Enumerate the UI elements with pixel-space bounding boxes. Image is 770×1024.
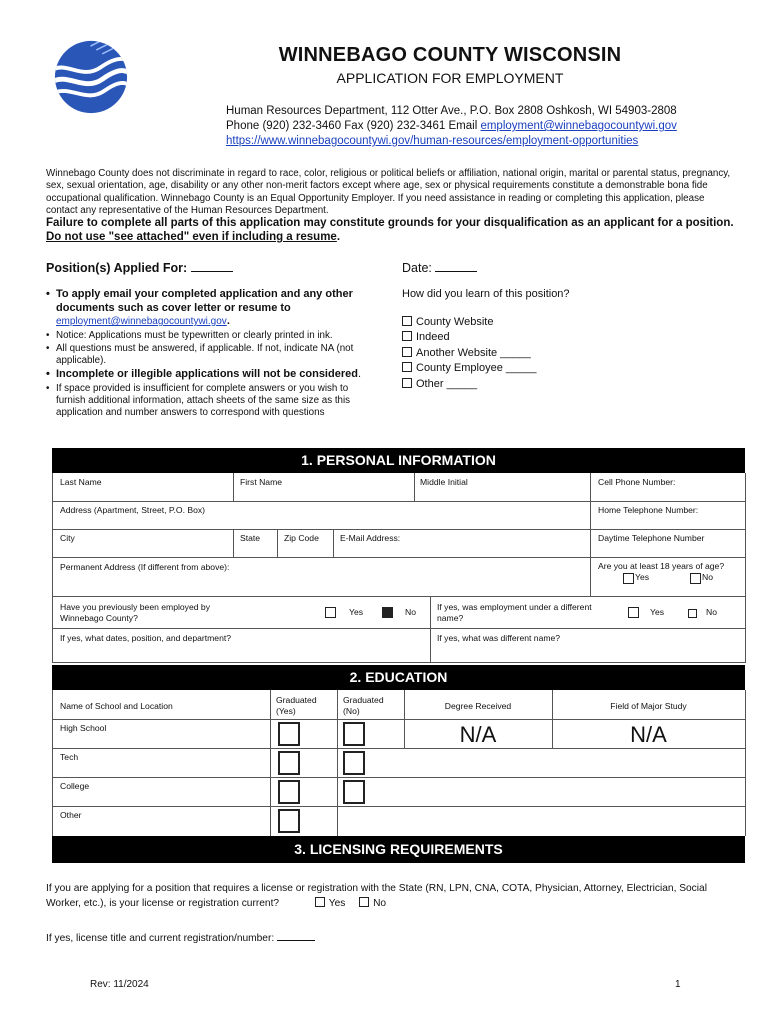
high-school-row-label: High School — [60, 723, 107, 733]
high-school-degree[interactable]: N/A — [459, 722, 497, 747]
different-name-field[interactable]: If yes, what was different name? — [437, 633, 561, 643]
age-yes-checkbox[interactable] — [623, 573, 634, 584]
col-field-header: Field of Major Study — [610, 701, 687, 711]
license-title-label: If yes, license title and current registration/number: — [46, 933, 275, 944]
county-title: WINNEBAGO COUNTY WISCONSIN — [278, 44, 622, 66]
hr-phone-fax: Phone (920) 232-3460 Fax (920) 232-3461 Email — [226, 120, 478, 132]
license-title-input-line[interactable] — [277, 930, 315, 941]
warning-line-2-end: . — [336, 231, 341, 243]
instruction-item: • Incomplete or illegible applications will not be considered. — [46, 368, 362, 381]
diff-name-yes-checkbox[interactable] — [628, 607, 639, 618]
col-school-header: Name of School and Location — [60, 701, 173, 711]
date-field — [402, 259, 477, 275]
employment-dates-field[interactable]: If yes, what dates, position, and department? — [60, 633, 232, 643]
checkbox[interactable] — [402, 316, 412, 326]
college-row-label: College — [60, 781, 90, 791]
option-label: County Website — [416, 316, 494, 328]
cell-phone-field[interactable]: Cell Phone Number: — [598, 477, 676, 487]
license-no-checkbox[interactable] — [359, 897, 369, 907]
education-heading: 2. EDUCATION — [52, 665, 745, 690]
other-row-label: Other — [60, 810, 82, 820]
instruction-item: • To apply email your completed application and any other documents such as cover letter or resume to employment@winnebagocountywi.gov. — [46, 288, 353, 327]
completion-warning — [46, 216, 746, 244]
date-label: Date: — [402, 261, 432, 275]
college-grad-no-checkbox[interactable] — [343, 780, 365, 804]
page-number: 1 — [675, 979, 681, 990]
contact-block — [226, 104, 677, 149]
instruction-item: • Notice: Applications must be typewritten or clearly printed in ink. — [46, 329, 333, 341]
warning-line-2: Do not use "see attached" even if including a resume — [46, 231, 337, 243]
option-label: Another Website _____ — [416, 346, 531, 359]
age-question-text: Are you at least 18 years of age? — [598, 561, 725, 571]
license-yes-checkbox[interactable] — [315, 897, 325, 907]
county-logo — [52, 38, 130, 116]
diff-name-yes-label: Yes — [650, 607, 665, 617]
email-field[interactable]: E-Mail Address: — [340, 533, 401, 543]
diff-name-no-checkbox[interactable] — [688, 609, 697, 618]
warning-line-1: Failure to complete all parts of this application may constitute grounds for your disqualification as an applicant for a position. — [46, 217, 734, 229]
license-question-block — [46, 882, 736, 911]
prev-no-checkbox[interactable] — [382, 607, 393, 618]
learn-option[interactable] — [402, 346, 536, 361]
hr-email-link[interactable]: employment@winnebagocountywi.gov — [480, 120, 677, 132]
learn-option[interactable] — [402, 330, 536, 345]
prev-no-label: No — [405, 607, 416, 617]
zip-field[interactable]: Zip Code — [284, 533, 319, 543]
position-input-line[interactable] — [191, 259, 233, 272]
instruction-text: Notice: Applications must be typewritten or clearly printed in ink. — [56, 329, 333, 341]
option-label: Other _____ — [416, 377, 478, 390]
checkbox[interactable] — [402, 362, 412, 372]
tech-grad-no-checkbox[interactable] — [343, 751, 365, 775]
home-phone-field[interactable]: Home Telephone Number: — [598, 505, 699, 515]
state-field[interactable]: State — [240, 533, 261, 543]
learn-option[interactable] — [402, 361, 536, 376]
checkbox[interactable] — [402, 347, 412, 357]
learn-options — [402, 315, 536, 392]
high-school-grad-no-checkbox[interactable] — [343, 722, 365, 746]
other-grad-yes-checkbox[interactable] — [278, 809, 300, 833]
form-title: APPLICATION FOR EMPLOYMENT — [336, 70, 564, 86]
learn-option[interactable] — [402, 315, 536, 330]
address-field[interactable]: Address (Apartment, Street, P.O. Box) — [60, 505, 206, 515]
prev-employment-question: Have you previously been employed by Winnebago County? — [60, 602, 211, 623]
tech-grad-yes-checkbox[interactable] — [278, 751, 300, 775]
personal-info-heading: 1. PERSONAL INFORMATION — [52, 448, 745, 473]
middle-initial-field[interactable]: Middle Initial — [420, 477, 468, 487]
instruction-item: • If space provided is insufficient for complete answers or you wish to furnish additional information, attach sheets of the same size as this application and number answers to correspond with questions — [46, 383, 376, 420]
daytime-phone-field[interactable]: Daytime Telephone Number — [598, 533, 705, 543]
option-label: County Employee _____ — [416, 362, 537, 375]
first-name-field[interactable]: First Name — [240, 477, 283, 487]
col-degree-header: Degree Received — [444, 701, 512, 711]
high-school-field[interactable]: N/A — [630, 722, 667, 747]
option-label: Indeed — [416, 331, 450, 344]
licensing-heading: 3. LICENSING REQUIREMENTS — [52, 836, 745, 863]
position-applied-field — [46, 259, 233, 275]
checkbox[interactable] — [402, 378, 412, 388]
age-no-checkbox[interactable] — [690, 573, 701, 584]
instruction-email-link[interactable]: employment@winnebagocountywi.gov — [56, 316, 227, 327]
instruction-text: All questions must be answered, if applicable. If not, indicate NA (not applicable). — [56, 342, 354, 367]
instruction-text: If space provided is insufficient for complete answers or you wish to furnish additional information, attach sheets of the same size as this application and number answers to correspond with questions — [56, 382, 351, 419]
col-graduated-no-header: Graduated (No) — [343, 695, 384, 716]
high-school-grad-yes-checkbox[interactable] — [278, 722, 300, 746]
different-name-question: If yes, was employment under a different name? — [437, 602, 592, 623]
diff-name-no-label: No — [706, 607, 717, 617]
prev-yes-label: Yes — [349, 607, 364, 617]
permanent-address-field[interactable]: Permanent Address (If different from above): — [60, 562, 230, 572]
hr-address: Human Resources Department, 112 Otter Ave., P.O. Box 2808 Oshkosh, WI 54903-2808 — [226, 105, 677, 117]
hr-website-link[interactable]: https://www.winnebagocountywi.gov/human-resources/employment-opportunities — [226, 135, 639, 147]
instruction-text: Incomplete or illegible applications will not be considered — [56, 368, 358, 381]
prev-yes-checkbox[interactable] — [325, 607, 336, 618]
age-yes-label: Yes — [635, 572, 650, 582]
learn-question: How did you learn of this position? — [402, 288, 570, 300]
learn-option[interactable] — [402, 377, 536, 392]
hr-phone-line — [226, 119, 677, 134]
date-input-line[interactable] — [435, 259, 477, 272]
college-grad-yes-checkbox[interactable] — [278, 780, 300, 804]
position-label: Position(s) Applied For: — [46, 261, 188, 275]
license-no-label: No — [373, 897, 387, 909]
license-title-field — [46, 930, 315, 944]
checkbox[interactable] — [402, 331, 412, 341]
non-discrimination-statement: Winnebago County does not discriminate in regard to race, color, religious or political beliefs or affiliation, national origin, marital or parental status, pregnancy, sex, sexual orientation, age, disability or any other non-merit factors except where age, sex or physical requirements constitute a demonstrable bona fide occupational qualification. Winnebago County is an Equal Opportunity Employer. If you need assistance in reading or completing this application, please contact any representative of the Human Resources Department. — [46, 168, 731, 216]
revision-date: Rev: 11/2024 — [90, 979, 149, 990]
age-question — [598, 561, 738, 572]
license-yes-label: Yes — [328, 897, 346, 909]
instructions-list — [46, 288, 376, 421]
instruction-item: • All questions must be answered, if applicable. If not, indicate NA (not applicable). — [46, 343, 376, 368]
tech-row-label: Tech — [60, 752, 79, 762]
last-name-field[interactable]: Last Name — [60, 477, 102, 487]
col-graduated-yes-header: Graduated (Yes) — [276, 695, 317, 716]
age-no-label: No — [702, 572, 713, 582]
instruction-text: To apply email your completed application and any other documents such as cover letter or resume to — [56, 288, 353, 314]
license-question: If you are applying for a position that requires a license or registration with the State (RN, LPN, CNA, COTA, Physician, Attorney, Electrician, Social Worker, etc.), is your license or registration current? — [46, 883, 707, 909]
city-field[interactable]: City — [60, 533, 75, 543]
